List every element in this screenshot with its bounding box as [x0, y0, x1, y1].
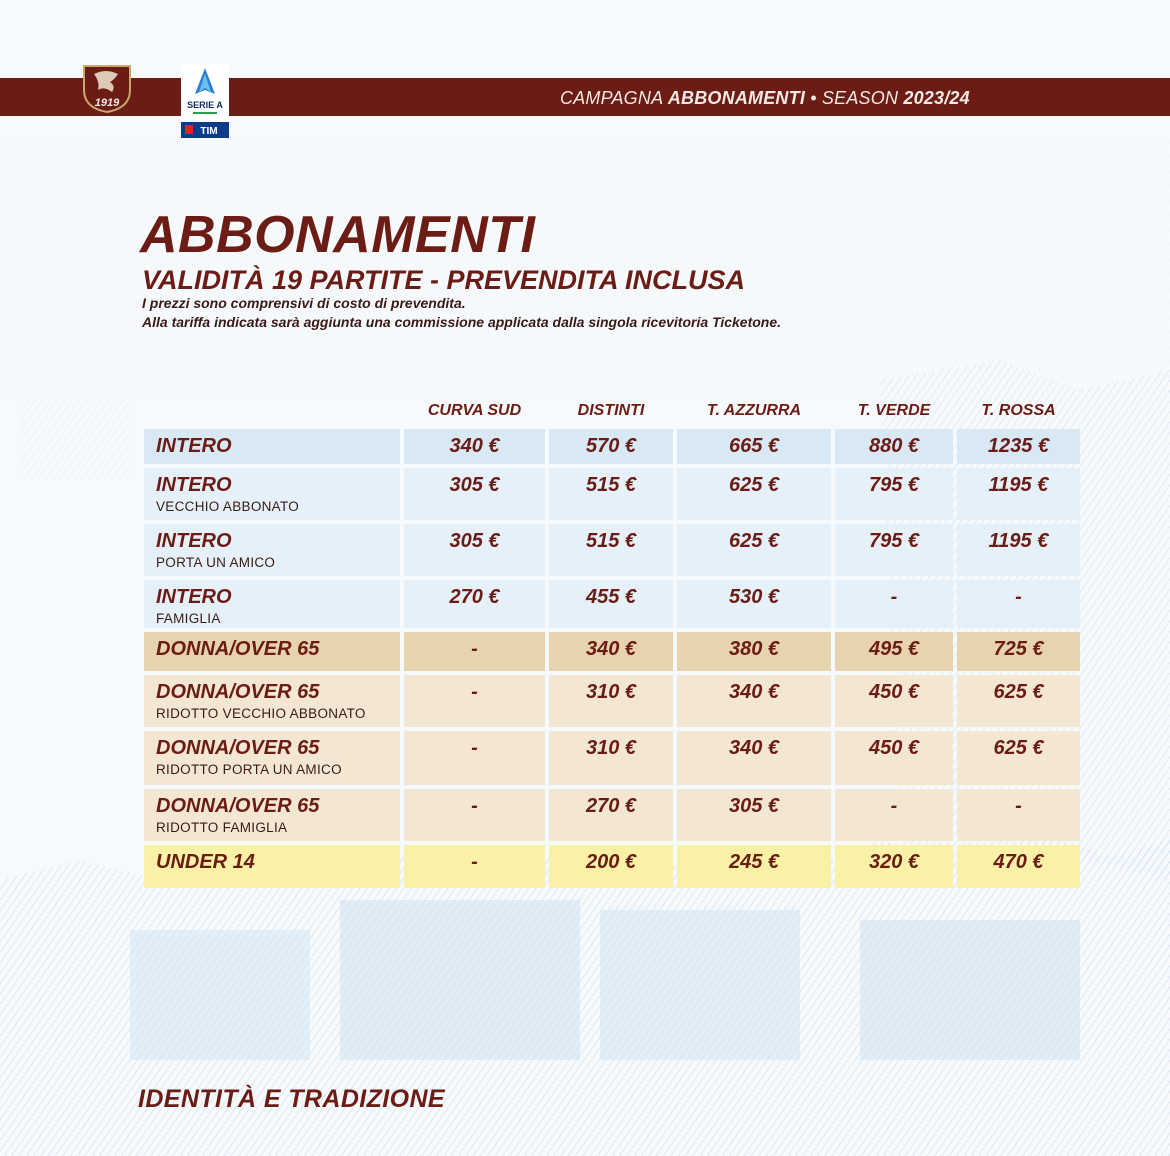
price-cell — [957, 675, 1080, 727]
price-cell — [835, 524, 953, 576]
table-row — [144, 468, 1080, 520]
row-sublabel: VECCHIO ABBONATO — [156, 499, 300, 514]
price-value: 570 € — [585, 435, 637, 457]
column-header: CURVA SUD — [427, 402, 522, 419]
row-label-cell — [144, 675, 400, 727]
price-value: 310 € — [585, 737, 637, 759]
price-value: 305 € — [728, 795, 780, 817]
price-cell — [549, 789, 673, 841]
price-table — [144, 398, 1080, 873]
price-cell — [404, 675, 545, 727]
table-row — [144, 789, 1080, 841]
price-value: - — [890, 795, 898, 817]
price-value: - — [890, 586, 898, 608]
price-value: 530 € — [728, 586, 780, 608]
row-sublabel: RIDOTTO VECCHIO ABBONATO — [156, 706, 366, 721]
price-value: - — [471, 681, 478, 703]
price-value: 200 € — [585, 851, 637, 873]
page-subtitle: VALIDITÀ 19 PARTITE - PREVENDITA INCLUSA — [142, 265, 746, 295]
price-value: 450 € — [868, 737, 920, 759]
price-cell — [549, 731, 673, 785]
row-label-cell — [144, 580, 400, 628]
price-cell — [404, 731, 545, 785]
price-cell — [404, 524, 545, 576]
row-label-cell — [144, 429, 400, 464]
price-value: - — [471, 737, 478, 759]
price-cell — [404, 429, 545, 464]
price-value: 515 € — [585, 474, 637, 496]
price-cell — [835, 789, 953, 841]
price-cell — [677, 789, 831, 841]
price-value: - — [471, 851, 478, 873]
price-value: - — [471, 795, 478, 817]
price-value: 1195 € — [988, 474, 1049, 496]
price-value: 340 € — [728, 681, 780, 703]
footer-tagline: IDENTITÀ E TRADIZIONE — [138, 1085, 446, 1113]
table-row — [144, 580, 1080, 628]
price-value: 795 € — [868, 530, 920, 552]
price-value: 340 € — [585, 638, 637, 660]
price-value: 515 € — [585, 530, 637, 552]
price-value: 340 € — [728, 737, 780, 759]
price-value: 665 € — [728, 435, 780, 457]
table-row — [144, 845, 1080, 888]
column-header: DISTINTI — [577, 402, 645, 419]
price-cell — [835, 632, 953, 671]
price-value: 455 € — [585, 586, 637, 608]
table-row — [144, 524, 1080, 576]
price-value: 625 € — [993, 737, 1044, 759]
price-cell — [835, 845, 953, 888]
price-value: 880 € — [868, 435, 920, 457]
price-cell — [835, 731, 953, 785]
price-value: 270 € — [585, 795, 637, 817]
row-label-cell — [144, 789, 400, 841]
price-cell — [957, 524, 1080, 576]
price-cell — [835, 468, 953, 520]
price-cell — [404, 580, 545, 628]
price-value: 450 € — [868, 681, 920, 703]
price-cell — [677, 675, 831, 727]
row-label: DONNA/OVER 65 — [156, 795, 320, 817]
club-crest-logo — [80, 60, 134, 114]
column-header: T. AZZURRA — [706, 402, 802, 419]
price-cell — [404, 789, 545, 841]
price-value: 320 € — [868, 851, 920, 873]
price-cell — [677, 731, 831, 785]
price-cell — [835, 580, 953, 628]
table-row — [144, 429, 1080, 464]
price-value: 305 € — [449, 474, 500, 496]
price-value: 270 € — [449, 586, 500, 608]
row-sublabel: FAMIGLIA — [156, 611, 221, 626]
price-cell — [404, 632, 545, 671]
price-cell — [549, 632, 673, 671]
price-value: 380 € — [728, 638, 780, 660]
price-cell — [957, 789, 1080, 841]
price-value: 625 € — [728, 530, 780, 552]
row-label-cell — [144, 524, 400, 576]
price-cell — [957, 580, 1080, 628]
price-cell — [677, 524, 831, 576]
row-label: INTERO — [156, 435, 232, 457]
price-cell — [957, 731, 1080, 785]
price-cell — [957, 845, 1080, 888]
row-label-cell — [144, 845, 400, 888]
row-label: INTERO — [156, 530, 232, 552]
price-value: 305 € — [449, 530, 500, 552]
price-value: 1195 € — [988, 530, 1049, 552]
price-value: 340 € — [449, 435, 500, 457]
campaign-title: CAMPAGNA ABBONAMENTI • SEASON 2023/24 — [560, 88, 970, 108]
price-cell — [549, 675, 673, 727]
row-label: DONNA/OVER 65 — [156, 681, 320, 703]
column-header: T. VERDE — [857, 402, 931, 419]
league-sponsor: TIM — [200, 126, 218, 137]
row-label: INTERO — [156, 474, 232, 496]
price-cell — [835, 675, 953, 727]
commission-note: Alla tariffa indicata sarà aggiunta una commissione applicata dalla singola ricevitoria Ticketone. — [142, 314, 782, 330]
table-header — [144, 398, 1080, 428]
price-cell — [677, 845, 831, 888]
row-label: INTERO — [156, 586, 232, 608]
row-sublabel: RIDOTTO PORTA UN AMICO — [156, 762, 342, 777]
price-value: 1235 € — [987, 435, 1050, 457]
price-value: 495 € — [868, 638, 920, 660]
price-cell — [549, 580, 673, 628]
price-cell — [549, 429, 673, 464]
price-cell — [957, 468, 1080, 520]
price-cell — [835, 429, 953, 464]
league-badge-logo — [181, 64, 229, 138]
price-value: 470 € — [993, 851, 1044, 873]
price-value: - — [471, 638, 478, 660]
row-sublabel: RIDOTTO FAMIGLIA — [156, 820, 288, 835]
row-label: DONNA/OVER 65 — [156, 638, 320, 660]
row-label: DONNA/OVER 65 — [156, 737, 320, 759]
row-label-cell — [144, 731, 400, 785]
price-value: 625 € — [993, 681, 1044, 703]
price-cell — [957, 632, 1080, 671]
page-title: ABBONAMENTI — [140, 206, 536, 264]
price-cell — [549, 524, 673, 576]
row-label-cell — [144, 632, 400, 671]
price-cell — [404, 468, 545, 520]
price-value: 245 € — [728, 851, 780, 873]
price-cell — [677, 429, 831, 464]
row-label: UNDER 14 — [156, 851, 255, 873]
row-label-cell — [144, 468, 400, 520]
price-value: 795 € — [868, 474, 920, 496]
price-cell — [677, 580, 831, 628]
table-row — [144, 632, 1080, 671]
price-cell — [549, 468, 673, 520]
price-value: 310 € — [585, 681, 637, 703]
league-name: SERIE A — [187, 100, 223, 110]
price-cell — [957, 429, 1080, 464]
price-cell — [404, 845, 545, 888]
table-row — [144, 675, 1080, 727]
crest-year: 1919 — [94, 97, 120, 109]
price-value: - — [1015, 586, 1022, 608]
column-header: T. ROSSA — [981, 402, 1056, 419]
price-value: 725 € — [993, 638, 1044, 660]
row-sublabel: PORTA UN AMICO — [156, 555, 276, 570]
price-cell — [549, 845, 673, 888]
price-value: - — [1015, 795, 1022, 817]
table-row — [144, 731, 1080, 785]
price-value: 625 € — [728, 474, 780, 496]
price-cell — [677, 632, 831, 671]
price-cell — [677, 468, 831, 520]
price-note: I prezzi sono comprensivi di costo di prevendita. — [142, 295, 466, 311]
